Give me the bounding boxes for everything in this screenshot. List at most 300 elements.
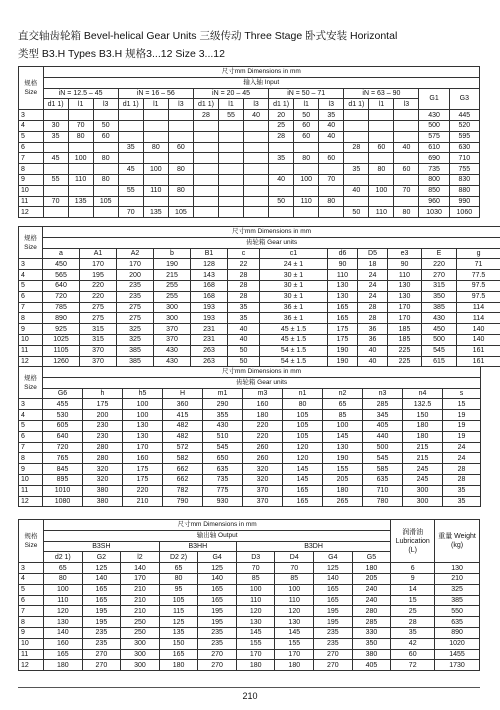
- size-label-cn: 规格: [24, 234, 37, 242]
- table-cell: [118, 174, 143, 185]
- table-cell: 140: [44, 627, 83, 638]
- col-header: d1 1): [344, 99, 369, 110]
- table-cell: [344, 153, 369, 164]
- col-header: l1: [143, 99, 168, 110]
- table-cell: 165: [198, 595, 237, 606]
- table-row: [19, 313, 500, 324]
- table-cell: 80: [93, 174, 118, 185]
- table-cell: 370: [154, 334, 191, 345]
- ratio-group: iN = 63 – 90: [344, 88, 419, 99]
- table-cell: 60: [394, 164, 419, 175]
- size-cell: 3: [19, 563, 44, 574]
- size-header: [19, 520, 44, 563]
- table-cell: [344, 196, 369, 207]
- table-cell: 110: [294, 196, 319, 207]
- table-cell: 1025: [43, 334, 80, 345]
- table-cell: 15: [443, 399, 481, 410]
- table-cell: 370: [243, 496, 283, 507]
- table-cell: 220: [422, 259, 457, 270]
- table-cell: 710: [363, 485, 403, 496]
- output-table: [18, 519, 480, 671]
- table-row: [19, 595, 480, 606]
- col-header: e3: [388, 248, 422, 259]
- table-cell: [394, 153, 419, 164]
- table-cell: 28: [228, 291, 260, 302]
- size-cell: 7: [19, 153, 44, 164]
- table-cell: 1455: [435, 649, 480, 660]
- table-cell: 545: [422, 345, 457, 356]
- table-cell: [244, 196, 269, 207]
- table-cell: 28: [269, 131, 294, 142]
- table-row: [19, 302, 500, 313]
- ratio-group: iN = 16 – 56: [118, 88, 193, 99]
- table-cell: 100: [369, 185, 394, 196]
- table-row: [19, 291, 500, 302]
- table-cell: 165: [328, 313, 358, 324]
- table-cell: 270: [82, 660, 121, 671]
- col-header: c1: [260, 248, 328, 259]
- table-cell: 315: [80, 324, 117, 335]
- table-cell: 180: [44, 660, 83, 671]
- table-cell: 45 ± 1.5: [260, 334, 328, 345]
- table-cell: 105: [159, 595, 198, 606]
- table-cell: [193, 196, 218, 207]
- table-cell: [168, 120, 193, 131]
- table-cell: 80: [319, 196, 344, 207]
- table-cell: 265: [323, 496, 363, 507]
- table-cell: 120: [236, 606, 275, 617]
- table-cell: 100: [44, 584, 83, 595]
- table-cell: [319, 142, 344, 153]
- table-cell: 175: [123, 474, 163, 485]
- table-cell: 785: [43, 302, 80, 313]
- table-cell: 150: [403, 410, 443, 421]
- col-header: l3: [394, 99, 419, 110]
- table-cell: [43, 207, 68, 218]
- table-cell: 235: [117, 291, 154, 302]
- table-cell: [93, 207, 118, 218]
- table-cell: [218, 196, 243, 207]
- table-cell: 290: [203, 399, 243, 410]
- table-cell: 150: [159, 638, 198, 649]
- table-cell: 170: [388, 302, 422, 313]
- table-cell: 125: [314, 563, 353, 574]
- table-cell: 350: [422, 291, 457, 302]
- size-cell: 10: [19, 185, 44, 196]
- table-cell: 735: [419, 164, 449, 175]
- size-header: [19, 67, 44, 110]
- table-cell: [218, 153, 243, 164]
- table-cell: 170: [123, 442, 163, 453]
- table-cell: 455: [43, 399, 83, 410]
- table-row: [19, 563, 480, 574]
- size-cell: 7: [19, 442, 43, 453]
- table-cell: [394, 196, 419, 207]
- table-cell: 1080: [43, 496, 83, 507]
- size-cell: 3: [19, 110, 44, 121]
- table-cell: 210: [121, 595, 160, 606]
- table-cell: 720: [43, 442, 83, 453]
- table-cell: 325: [117, 334, 154, 345]
- table-cell: 40: [228, 324, 260, 335]
- table-cell: 80: [168, 185, 193, 196]
- table-cell: 40: [319, 120, 344, 131]
- table-row: [19, 120, 480, 131]
- table-cell: 231: [191, 324, 228, 335]
- table-cell: 100: [323, 420, 363, 431]
- table-cell: [218, 174, 243, 185]
- table-cell: 565: [43, 270, 80, 281]
- table-cell: 35: [443, 485, 481, 496]
- table-cell: 105: [93, 196, 118, 207]
- table-cell: 40: [358, 356, 388, 367]
- col-header: l3: [93, 99, 118, 110]
- table-cell: 300: [121, 638, 160, 649]
- table-cell: 1060: [449, 207, 479, 218]
- header-row: [19, 248, 500, 259]
- table-cell: [68, 185, 93, 196]
- footer-rule: [18, 687, 480, 688]
- table-cell: 195: [198, 606, 237, 617]
- table-cell: [294, 207, 319, 218]
- size-cell: 11: [19, 345, 43, 356]
- sub-title: 齿轮箱 Gear units: [43, 237, 500, 248]
- table-row: [19, 573, 480, 584]
- table-cell: 110: [328, 270, 358, 281]
- table-cell: 165: [82, 584, 121, 595]
- sub-title: 齿轮箱 Gear units: [43, 377, 481, 388]
- col-header: c: [228, 248, 260, 259]
- table-cell: 60: [168, 142, 193, 153]
- table-cell: 70: [394, 185, 419, 196]
- size-label-cn: 规格: [24, 533, 38, 541]
- table-cell: 125: [82, 563, 121, 574]
- table-cell: [269, 185, 294, 196]
- table-cell: 755: [449, 164, 479, 175]
- table-cell: 145: [283, 474, 323, 485]
- table-cell: [244, 164, 269, 175]
- size-label-cn: 规格: [24, 80, 38, 88]
- table-cell: 205: [323, 474, 363, 485]
- table-cell: 145: [283, 464, 323, 475]
- col-header: l3: [244, 99, 269, 110]
- page-number: 210: [242, 691, 258, 701]
- table-cell: 165: [82, 595, 121, 606]
- table-cell: 25: [269, 120, 294, 131]
- table-row: [19, 431, 481, 442]
- table-cell: 135: [159, 627, 198, 638]
- table-cell: 330: [352, 627, 391, 638]
- table-cell: 270: [314, 660, 353, 671]
- table-cell: 100: [123, 410, 163, 421]
- table-cell: 40: [269, 174, 294, 185]
- table-cell: 36: [358, 334, 388, 345]
- table-cell: 520: [449, 120, 479, 131]
- table-cell: [369, 131, 394, 142]
- table-cell: 845: [43, 464, 83, 475]
- table-cell: [143, 110, 168, 121]
- table-cell: 263: [191, 356, 228, 367]
- table-cell: 180: [236, 660, 275, 671]
- table-cell: 200: [117, 270, 154, 281]
- table-cell: 28: [391, 617, 435, 628]
- table-cell: [168, 131, 193, 142]
- table-row: [19, 270, 500, 281]
- col-header: l1: [294, 99, 319, 110]
- table-cell: 60: [369, 142, 394, 153]
- table-row: [19, 110, 480, 121]
- col-header: A2: [117, 248, 154, 259]
- table-cell: 300: [403, 485, 443, 496]
- table-cell: [43, 142, 68, 153]
- table-cell: 80: [283, 399, 323, 410]
- table-cell: 230: [83, 431, 123, 442]
- table-cell: 582: [163, 453, 203, 464]
- table-cell: 640: [43, 280, 80, 291]
- table-cell: 165: [159, 649, 198, 660]
- table-cell: 275: [117, 302, 154, 313]
- table-cell: 100: [68, 153, 93, 164]
- table-cell: 385: [117, 356, 154, 367]
- table-cell: 195: [198, 617, 237, 628]
- table-cell: [193, 174, 218, 185]
- table-cell: 95: [159, 584, 198, 595]
- table-cell: 70: [319, 174, 344, 185]
- table-row: [19, 410, 481, 421]
- table-cell: 210: [123, 496, 163, 507]
- table-cell: 165: [283, 485, 323, 496]
- doc-subtitle: 类型 B3.H Types B3.H 规格3...12 Size 3...12: [18, 48, 225, 60]
- table-cell: 36: [358, 324, 388, 335]
- table-cell: [269, 142, 294, 153]
- table-cell: 65: [44, 563, 83, 574]
- table-cell: 100: [236, 584, 275, 595]
- table-cell: 30 ± 1: [260, 280, 328, 291]
- col-header: G2: [82, 552, 121, 563]
- table-cell: 320: [83, 474, 123, 485]
- table-cell: 215: [403, 442, 443, 453]
- table-cell: 145: [236, 627, 275, 638]
- table-row: [19, 131, 480, 142]
- table-cell: 735: [203, 474, 243, 485]
- table-cell: 1730: [435, 660, 480, 671]
- table-cell: 50: [228, 345, 260, 356]
- table-cell: 225: [388, 345, 422, 356]
- table-cell: 165: [328, 302, 358, 313]
- table-cell: 85: [275, 573, 314, 584]
- table-cell: 105: [283, 410, 323, 421]
- table-cell: 925: [43, 324, 80, 335]
- table-cell: 235: [314, 627, 353, 638]
- size-cell: 5: [19, 280, 43, 291]
- table-row: [19, 207, 480, 218]
- lubrication-header: 润滑油 Lubrication (L): [391, 520, 435, 563]
- table-cell: 315: [422, 280, 457, 291]
- table-cell: 300: [121, 660, 160, 671]
- table-cell: 285: [363, 399, 403, 410]
- table-cell: 195: [82, 617, 121, 628]
- table-cell: [294, 185, 319, 196]
- table-cell: 193: [191, 313, 228, 324]
- table-cell: [218, 131, 243, 142]
- table-cell: 230: [83, 420, 123, 431]
- header-row: [19, 377, 481, 388]
- size-cell: 5: [19, 420, 43, 431]
- col-header: m1: [203, 388, 243, 399]
- table-row: [19, 142, 480, 153]
- table-cell: 300: [154, 313, 191, 324]
- group-header: B3DH: [236, 541, 390, 552]
- table-cell: 595: [449, 131, 479, 142]
- table-cell: 662: [163, 474, 203, 485]
- table-cell: 40: [319, 131, 344, 142]
- header-row: [19, 67, 480, 78]
- col-header: A1: [80, 248, 117, 259]
- table-cell: 180: [352, 563, 391, 574]
- table-row: [19, 442, 481, 453]
- table-cell: [193, 120, 218, 131]
- table-cell: 100: [143, 164, 168, 175]
- table-cell: 40: [358, 345, 388, 356]
- table-cell: 100: [275, 584, 314, 595]
- table-cell: 54 ± 1.5: [260, 345, 328, 356]
- table-cell: 180: [403, 420, 443, 431]
- table-cell: 145: [275, 627, 314, 638]
- table-cell: [218, 142, 243, 153]
- size-cell: 6: [19, 595, 44, 606]
- table-cell: 110: [44, 595, 83, 606]
- table-cell: 890: [43, 313, 80, 324]
- table-cell: 300: [403, 496, 443, 507]
- table-cell: 120: [283, 442, 323, 453]
- table-cell: [143, 153, 168, 164]
- table-cell: 380: [83, 496, 123, 507]
- table-cell: 280: [83, 442, 123, 453]
- col-header: g: [457, 248, 500, 259]
- table-cell: 270: [198, 649, 237, 660]
- table-cell: 210: [435, 573, 480, 584]
- size-label-en: Size: [24, 89, 38, 97]
- table-cell: [218, 164, 243, 175]
- table-cell: 35: [391, 627, 435, 638]
- group-header: B3SH: [44, 541, 160, 552]
- table-row: [19, 153, 480, 164]
- table-cell: 135: [143, 207, 168, 218]
- table-cell: 30 ± 1: [260, 270, 328, 281]
- table-cell: 80: [294, 153, 319, 164]
- table-cell: 55: [43, 174, 68, 185]
- table-cell: 143: [191, 270, 228, 281]
- table-cell: 28: [358, 313, 388, 324]
- table-cell: 19: [443, 420, 481, 431]
- table-cell: 28: [443, 464, 481, 475]
- table-cell: 350: [352, 638, 391, 649]
- table-cell: 110: [275, 595, 314, 606]
- table-cell: 80: [68, 131, 93, 142]
- gear-table-1: [18, 226, 500, 367]
- group-header: B3HH: [159, 541, 236, 552]
- table-cell: 165: [314, 595, 353, 606]
- table-cell: 114: [457, 313, 500, 324]
- table-cell: [193, 142, 218, 153]
- table-cell: [68, 164, 93, 175]
- table-row: [19, 399, 481, 410]
- table-cell: 190: [154, 259, 191, 270]
- table-cell: 300: [121, 649, 160, 660]
- col-header: d1 1): [193, 99, 218, 110]
- table-cell: 890: [435, 627, 480, 638]
- table-cell: 70: [68, 120, 93, 131]
- table-cell: [394, 120, 419, 131]
- table-cell: 180: [403, 431, 443, 442]
- table-cell: 325: [117, 324, 154, 335]
- size-label-en: Size: [24, 383, 37, 391]
- table-cell: 35: [443, 496, 481, 507]
- table-row: [19, 496, 481, 507]
- table-cell: 690: [419, 153, 449, 164]
- col-header: l1: [68, 99, 93, 110]
- table-cell: [244, 153, 269, 164]
- table-cell: 168: [191, 280, 228, 291]
- col-header: G6: [43, 388, 83, 399]
- table-cell: 135: [68, 196, 93, 207]
- table-cell: [394, 110, 419, 121]
- header-row: [19, 227, 500, 238]
- table-cell: 510: [203, 431, 243, 442]
- table-cell: 130: [388, 291, 422, 302]
- table-cell: 170: [80, 259, 117, 270]
- table-cell: 70: [118, 207, 143, 218]
- table-gear-units-1: [18, 226, 486, 367]
- table-cell: 235: [198, 627, 237, 638]
- table-cell: 45: [43, 153, 68, 164]
- table-cell: [143, 120, 168, 131]
- table-cell: 930: [203, 496, 243, 507]
- table-cell: 36 ± 1: [260, 302, 328, 313]
- table-cell: 195: [82, 606, 121, 617]
- table-cell: 130: [44, 617, 83, 628]
- table-cell: 140: [457, 324, 500, 335]
- table-cell: [344, 131, 369, 142]
- table-cell: 575: [419, 131, 449, 142]
- col-header: E: [422, 248, 457, 259]
- table-cell: [93, 164, 118, 175]
- table-cell: 220: [243, 431, 283, 442]
- size-label-cn: 规格: [24, 374, 37, 382]
- size-cell: 12: [19, 207, 44, 218]
- table-cell: 231: [191, 334, 228, 345]
- table-cell: 80: [44, 573, 83, 584]
- size-cell: 9: [19, 464, 43, 475]
- col-header: d6: [328, 248, 358, 259]
- table-cell: 170: [117, 259, 154, 270]
- size-header: [19, 367, 43, 399]
- col-header: m3: [243, 388, 283, 399]
- table-cell: 180: [275, 660, 314, 671]
- table-cell: 790: [163, 496, 203, 507]
- table-cell: 180: [323, 485, 363, 496]
- table-cell: 140: [121, 563, 160, 574]
- table-cell: [344, 120, 369, 131]
- table-cell: 635: [363, 474, 403, 485]
- table-cell: 190: [323, 453, 363, 464]
- table-cell: 250: [121, 617, 160, 628]
- table-cell: 42: [391, 638, 435, 649]
- table-cell: 250: [121, 627, 160, 638]
- table-cell: 24: [443, 442, 481, 453]
- col-header: G1: [419, 88, 449, 110]
- table-cell: 275: [80, 302, 117, 313]
